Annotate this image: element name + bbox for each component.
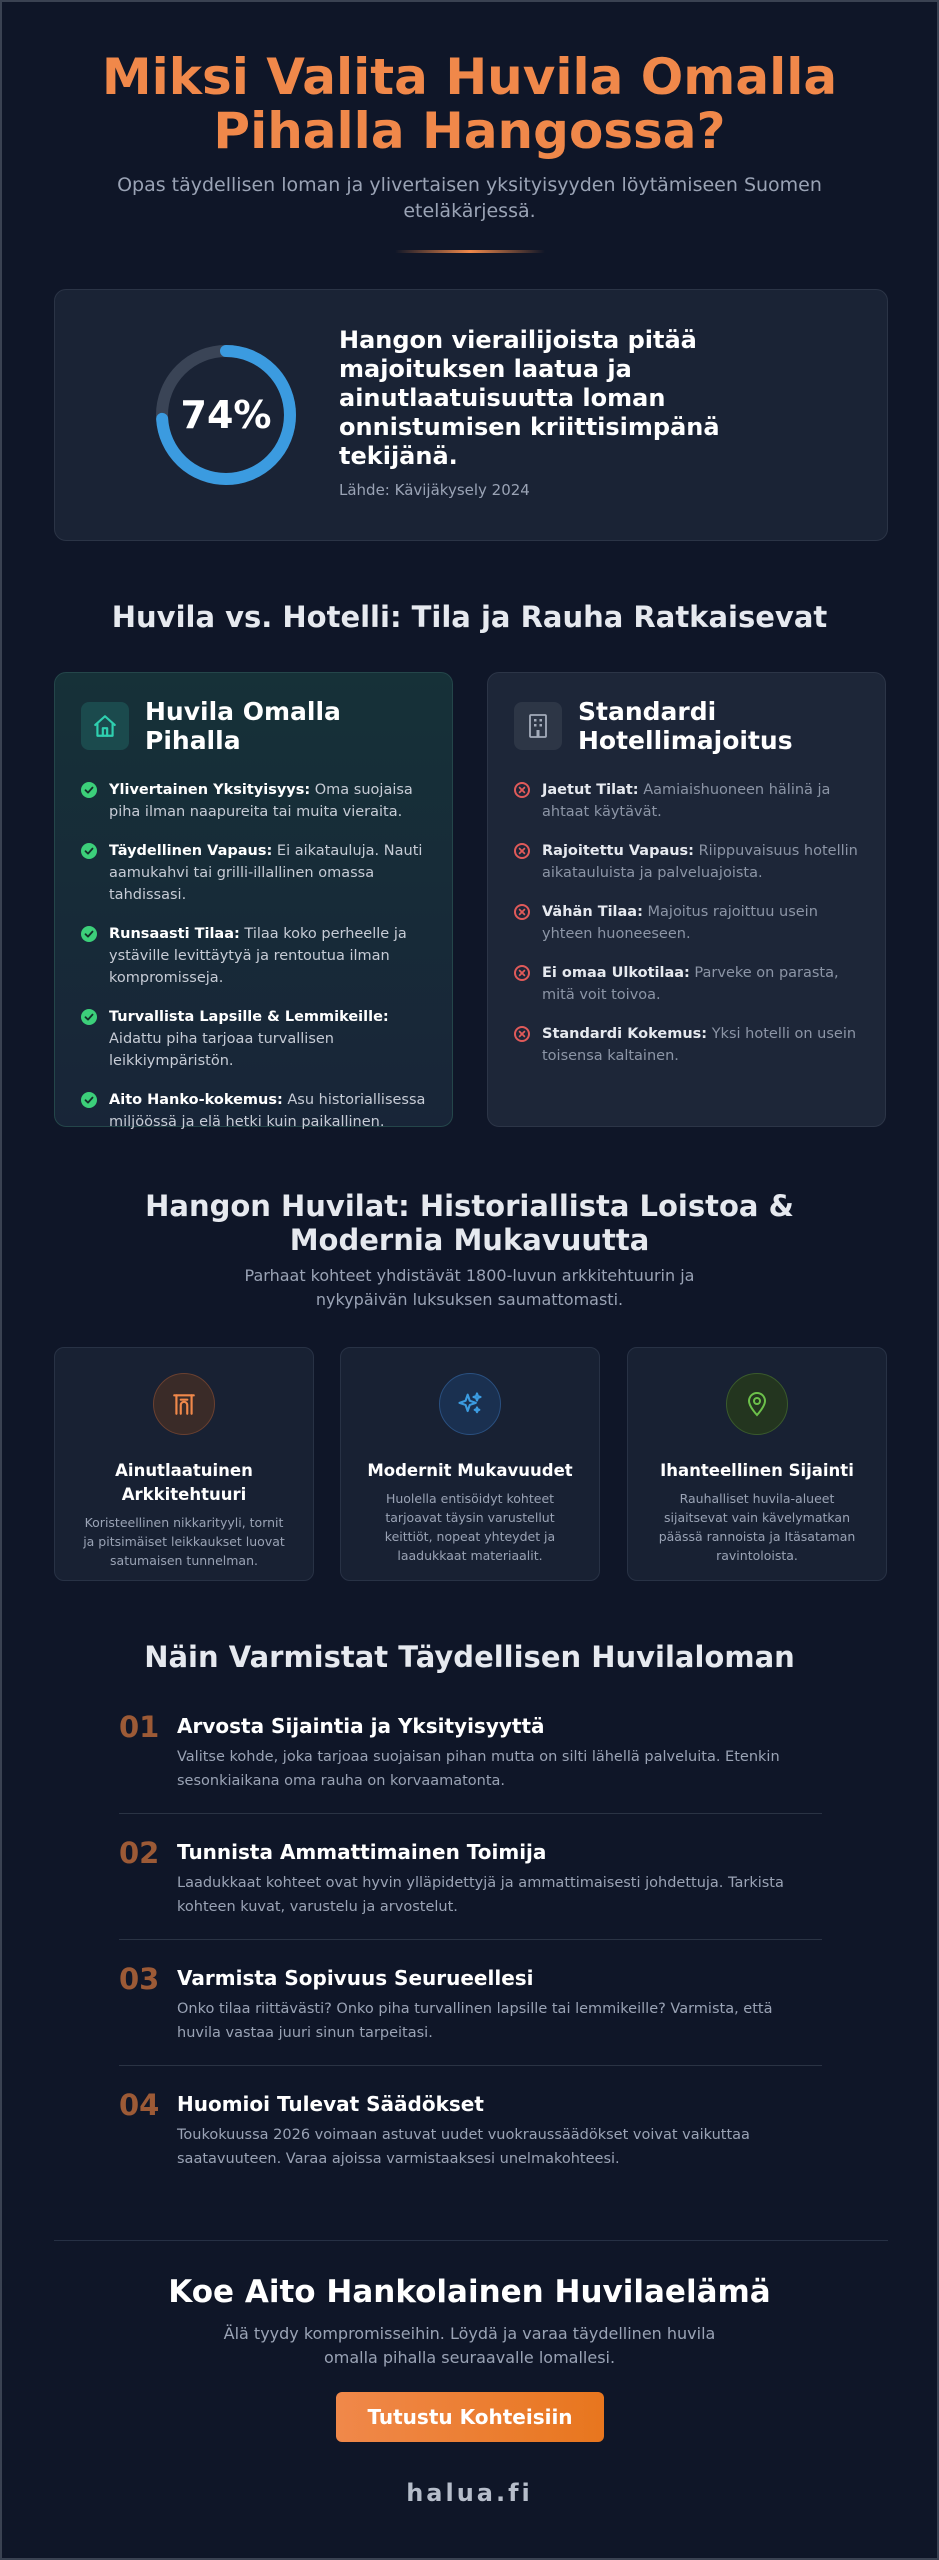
check-circle-icon [81, 1009, 97, 1025]
brand-logo[interactable]: halua.fi [406, 2479, 533, 2507]
feature-card-location [627, 1347, 887, 1581]
feature-card-comfort [340, 1347, 600, 1581]
list-item [81, 923, 428, 989]
list-item-label: Runsaasti Tilaa: [109, 926, 240, 942]
list-item [514, 901, 861, 945]
comparison-title: Huvila vs. Hotelli: Tila ja Rauha Ratkaisevat [111, 600, 828, 634]
feature-title: Ihanteellinen Sijainti [660, 1461, 854, 1480]
explore-listings-button[interactable]: Tutustu Kohteisiin [336, 2392, 604, 2442]
villa-benefit-list [81, 779, 428, 1133]
list-item-detail: Oma suojaisa piha ilman naapureita tai muita vieraita. [109, 782, 413, 820]
stat-source: Lähde: Kävijäkysely 2024 [339, 481, 530, 499]
step-description: Toukokuussa 2026 voimaan astuvat uudet vuokraussäädökset voivat vaikuttaa saatavuuteen. Varaa ajoissa varmistaaksesi unelmakohteesi. [177, 2127, 750, 2167]
x-circle-icon [514, 1026, 530, 1042]
list-item-label: Aito Hanko-kokemus: [109, 1092, 283, 1108]
page-title: Miksi Valita Huvila Omalla Pihalla Hangossa? [101, 48, 838, 160]
feature-description: Rauhalliset huvila-alueet sijaitsevat vain kävelymatkan päässä rannoista ja Itäsataman ravintoloista. [658, 1491, 856, 1563]
list-item-detail: Parveke on parasta, mitä voit toivoa. [542, 965, 839, 1003]
villa-card-title: Huvila Omalla Pihalla [145, 697, 341, 755]
list-item-label: Ylivertainen Yksityisyys: [109, 782, 311, 798]
list-item-label: Turvallista Lapsille & Lemmikeille: [109, 1009, 389, 1025]
list-item [514, 1023, 861, 1067]
step-title: Varmista Sopivuus Seurueellesi [177, 1966, 534, 1990]
cta-divider [54, 2240, 888, 2241]
hotel-card [487, 672, 886, 1127]
list-item-text [542, 901, 861, 945]
list-item [81, 1006, 428, 1072]
sparkles-icon [439, 1373, 501, 1435]
step-number: 03 [119, 1962, 160, 1996]
feature-title: Modernit Mukavuudet [367, 1461, 573, 1480]
list-item [514, 840, 861, 884]
list-item-detail: Tilaa koko perheelle ja ystäville levittäytyä ja rentoutua ilman kompromisseja. [109, 926, 407, 986]
steps-title: Näin Varmistat Täydellisen Huvilaloman [144, 1640, 795, 1674]
step-number: 04 [119, 2088, 160, 2122]
list-item [514, 779, 861, 823]
step-divider [119, 1813, 822, 1814]
step-description: Onko tilaa riittävästi? Onko piha turvallinen lapsille tai lemmikeille? Varmista, että huvila vastaa juuri sinun tarpeitasi. [177, 2001, 773, 2041]
list-item-detail: Asu historiallisessa miljöössä ja elä hetki kuin paikallinen. [109, 1092, 426, 1130]
list-item-detail: Ei aikatauluja. Nauti aamukahvi tai grilli-illallinen omassa tahdissasi. [109, 843, 423, 903]
list-item-detail: Aamiaishuoneen hälinä ja ahtaat käytävät. [542, 782, 831, 820]
x-circle-icon [514, 904, 530, 920]
feature-card-architecture [54, 1347, 314, 1581]
list-item [81, 840, 428, 906]
header-divider [395, 250, 545, 253]
house-icon [81, 702, 129, 750]
list-item-detail: Aidattu piha tarjoaa turvallisen leikkiympäristön. [109, 1031, 334, 1069]
list-item-label: Rajoitettu Vapaus: [542, 843, 694, 859]
list-item-text [109, 1006, 428, 1072]
step-title: Tunnista Ammattimainen Toimija [177, 1840, 547, 1864]
check-circle-icon [81, 926, 97, 942]
list-item-text [542, 779, 861, 823]
step-number: 02 [119, 1836, 160, 1870]
hotel-card-title: Standardi Hotellimajoitus [578, 697, 793, 755]
step-description: Laadukkaat kohteet ovat hyvin ylläpidettyjä ja ammattimaisesti johdettuja. Tarkista kohteen kuvat, varustelu ja arvostelut. [177, 1875, 784, 1915]
architecture-icon [153, 1373, 215, 1435]
list-item-label: Ei omaa Ulkotilaa: [542, 965, 690, 981]
list-item-text [109, 779, 428, 823]
step-number: 01 [119, 1710, 160, 1744]
list-item-text [109, 840, 428, 906]
x-circle-icon [514, 965, 530, 981]
list-item-label: Täydellinen Vapaus: [109, 843, 273, 859]
stat-headline: Hangon vierailijoista pitää majoituksen laatua ja ainutlaatuisuutta loman onnistumisen kriittisimpänä tekijänä. [339, 326, 720, 470]
step-divider [119, 2065, 822, 2066]
step-title: Huomioi Tulevat Säädökset [177, 2092, 484, 2116]
list-item-text [542, 840, 861, 884]
x-circle-icon [514, 843, 530, 859]
features-subtitle: Parhaat kohteet yhdistävät 1800-luvun arkkitehtuurin ja nykypäivän luksuksen saumattomasti. [244, 1266, 695, 1309]
list-item-text [109, 923, 428, 989]
hotel-drawback-list [514, 779, 861, 1067]
list-item-detail: Yksi hotelli on usein toisensa kaltainen. [542, 1026, 857, 1064]
cta-description: Älä tyydy kompromisseihin. Löydä ja varaa täydellinen huvila omalla pihalla seuraavalle lomallesi. [223, 2324, 716, 2367]
feature-description: Koristeellinen nikkarityyli, tornit ja pitsimäiset leikkaukset luovat satumaisen tunnelman. [83, 1515, 285, 1568]
check-circle-icon [81, 782, 97, 798]
x-circle-icon [514, 782, 530, 798]
features-title: Hangon Huvilat: Historiallista Loistoa & Modernia Mukavuutta [145, 1189, 794, 1257]
list-item [81, 779, 428, 823]
list-item-detail: Riippuvaisuus hotellin aikatauluista ja palveluajoista. [542, 843, 858, 881]
feature-title: Ainutlaatuinen Arkkitehtuuri [115, 1461, 253, 1504]
stat-card [54, 289, 888, 541]
list-item-text [542, 1023, 861, 1067]
hero-header [2, 2, 937, 253]
list-item [514, 962, 861, 1006]
list-item-detail: Majoitus rajoittuu usein yhteen huoneeseen. [542, 904, 818, 942]
list-item-text [109, 1089, 428, 1133]
check-circle-icon [81, 843, 97, 859]
list-item-text [542, 962, 861, 1006]
location-pin-icon [726, 1373, 788, 1435]
cta-title: Koe Aito Hankolainen Huvilaelämä [168, 2274, 771, 2310]
list-item-label: Vähän Tilaa: [542, 904, 643, 920]
list-item [81, 1089, 428, 1133]
list-item-label: Jaetut Tilat: [542, 782, 639, 798]
check-circle-icon [81, 1092, 97, 1108]
list-item-label: Standardi Kokemus: [542, 1026, 708, 1042]
step-description: Valitse kohde, joka tarjoaa suojaisan pihan mutta on silti lähellä palveluita. Etenkin sesonkiaikana oma rauha on korvaamatonta. [177, 1749, 780, 1789]
step-title: Arvosta Sijaintia ja Yksityisyyttä [177, 1714, 545, 1738]
step-divider [119, 1939, 822, 1940]
page-subtitle: Opas täydellisen loman ja ylivertaisen yksityisyyden löytämiseen Suomen eteläkärjessä. [117, 174, 822, 222]
building-icon [514, 702, 562, 750]
villa-card [54, 672, 453, 1130]
stat-value: 74% [180, 393, 272, 437]
feature-description: Huolella entisöidyt kohteet tarjoavat täysin varustellut keittiöt, nopeat yhteydet ja laadukkaat materiaalit. [384, 1491, 556, 1563]
stat-text [339, 326, 759, 499]
